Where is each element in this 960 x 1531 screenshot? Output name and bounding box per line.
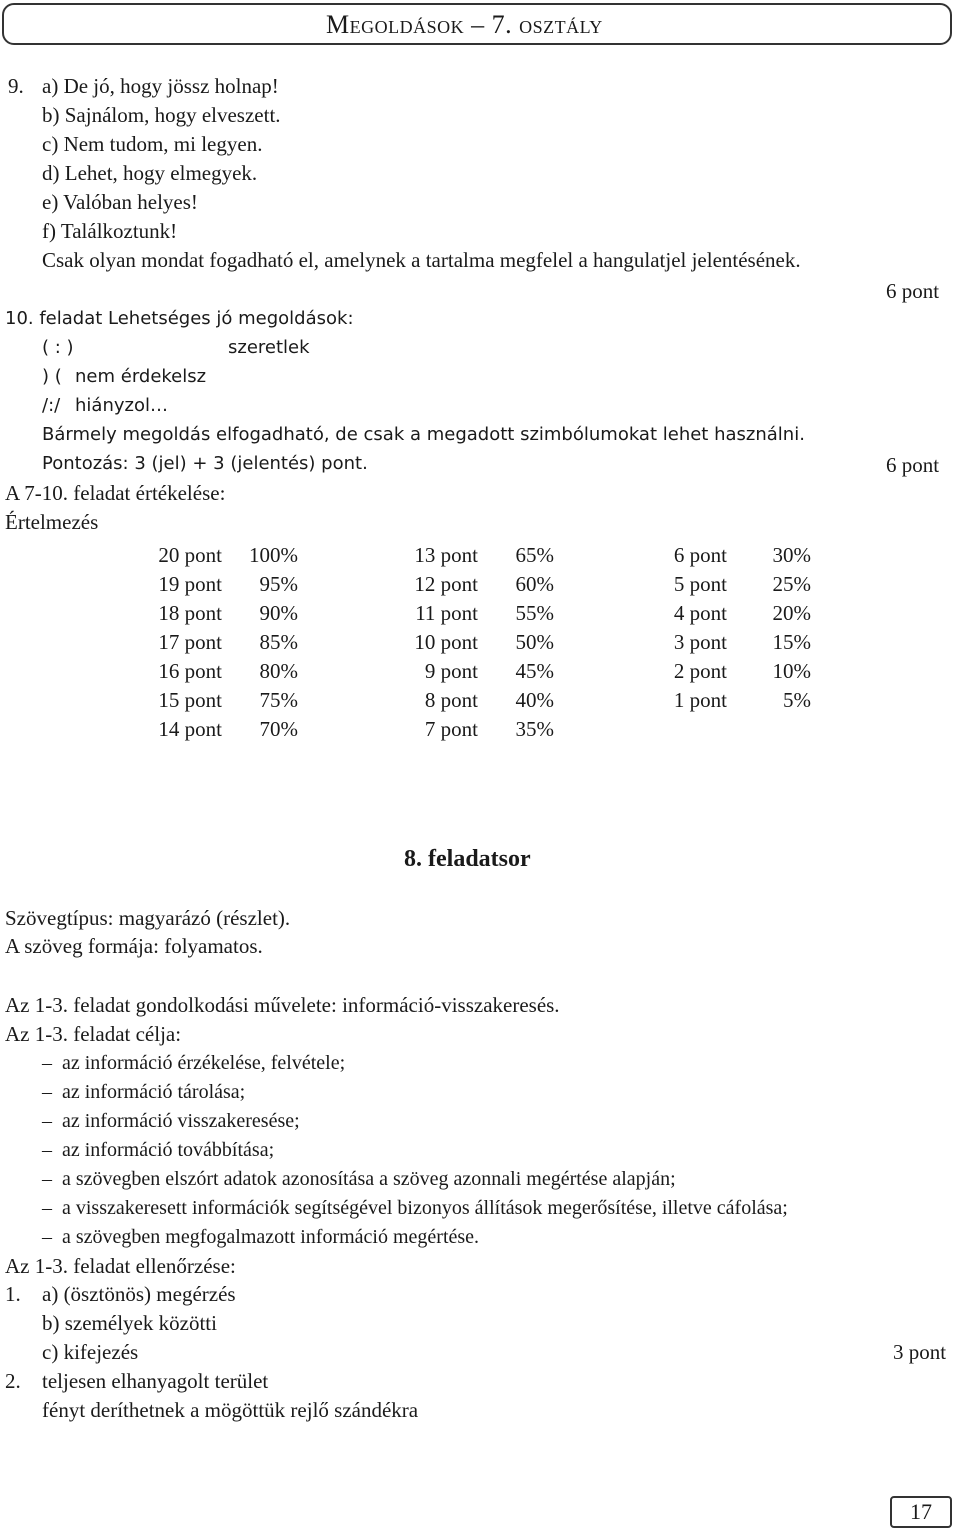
- task10-symbol-3: /:/: [42, 395, 61, 416]
- dash-bullet-icon: –: [42, 1226, 52, 1248]
- answer-2-number: 2.: [5, 1369, 21, 1393]
- evaluation-percent-cell: 90%: [259, 601, 298, 625]
- evaluation-points-cell: 3 pont: [673, 630, 727, 654]
- goal-text: az információ érzékelése, felvétele;: [62, 1052, 346, 1074]
- task10-points: 6 pont: [886, 453, 940, 477]
- goal-item: [42, 1082, 245, 1102]
- goal-item: [42, 1111, 300, 1131]
- evaluation-percent-cell: 10%: [772, 659, 811, 683]
- answer-1-points: 3 pont: [893, 1340, 947, 1364]
- evaluation-points-cell: 15 pont: [158, 688, 222, 712]
- task10-title: 10. feladat Lehetséges jó megoldások:: [5, 308, 354, 329]
- evaluation-points-cell: 17 pont: [158, 630, 222, 654]
- goal-item: [42, 1169, 676, 1189]
- answer-2-line-2: fényt deríthetnek a mögöttük rejlő szándékra: [42, 1398, 419, 1422]
- task9-note: Csak olyan mondat fogadható el, amelynek a tartalma megfelel a hangulatjel jelentésének.: [42, 248, 801, 272]
- task9-line-a: a) De jó, hogy jössz holnap!: [42, 74, 279, 98]
- task9-line-c: c) Nem tudom, mi legyen.: [42, 132, 263, 156]
- goal-text: a visszakeresett információk segítségével bizonyos állítások megerősítése, illetve cáfolása;: [62, 1197, 788, 1219]
- evaluation-percent-cell: 50%: [515, 630, 554, 654]
- goal-item: [42, 1227, 479, 1247]
- dash-bullet-icon: –: [42, 1139, 52, 1161]
- evaluation-points-cell: 18 pont: [158, 601, 222, 625]
- answer-1-line-c: c) kifejezés: [42, 1340, 139, 1364]
- evaluation-percent-cell: 65%: [515, 543, 554, 567]
- task10-scoring: Pontozás: 3 (jel) + 3 (jelentés) pont.: [42, 453, 368, 474]
- task9-line-b: b) Sajnálom, hogy elveszett.: [42, 103, 281, 127]
- answer-1-line-a: a) (ösztönös) megérzés: [42, 1282, 236, 1306]
- task9-points: 6 pont: [886, 279, 940, 303]
- goal-title: Az 1-3. feladat célja:: [5, 1022, 182, 1046]
- dash-bullet-icon: –: [42, 1081, 52, 1103]
- evaluation-title: A 7-10. feladat értékelése:: [5, 481, 226, 505]
- goal-item: [42, 1053, 345, 1073]
- evaluation-points-cell: 20 pont: [158, 543, 222, 567]
- evaluation-percent-cell: 5%: [783, 688, 811, 712]
- evaluation-points-cell: 6 pont: [673, 543, 727, 567]
- task10-symbol-2: ) (: [42, 366, 62, 387]
- evaluation-subtitle: Értelmezés: [5, 510, 99, 534]
- evaluation-points-cell: 9 pont: [424, 659, 478, 683]
- dash-bullet-icon: –: [42, 1052, 52, 1074]
- evaluation-percent-cell: 95%: [259, 572, 298, 596]
- section-heading: 8. feladatsor: [404, 846, 531, 872]
- goal-text: a szövegben elszórt adatok azonosítása a szöveg azonnali megértése alapján;: [62, 1168, 676, 1190]
- answer-1-number: 1.: [5, 1282, 21, 1306]
- evaluation-points-cell: 5 pont: [673, 572, 727, 596]
- evaluation-percent-cell: 20%: [772, 601, 811, 625]
- evaluation-percent-cell: 70%: [259, 717, 298, 741]
- task10-meaning-1: szeretlek: [228, 337, 310, 358]
- evaluation-percent-cell: 15%: [772, 630, 811, 654]
- evaluation-percent-cell: 85%: [259, 630, 298, 654]
- text-form: A szöveg formája: folyamatos.: [5, 934, 263, 958]
- evaluation-percent-cell: 45%: [515, 659, 554, 683]
- evaluation-percent-cell: 100%: [249, 543, 298, 567]
- evaluation-points-cell: 4 pont: [673, 601, 727, 625]
- task10-meaning-2: nem érdekelsz: [75, 366, 207, 387]
- evaluation-points-cell: 8 pont: [424, 688, 478, 712]
- task9-line-e: e) Valóban helyes!: [42, 190, 198, 214]
- evaluation-points-cell: 19 pont: [158, 572, 222, 596]
- task9-line-d: d) Lehet, hogy elmegyek.: [42, 161, 258, 185]
- evaluation-percent-cell: 75%: [259, 688, 298, 712]
- dash-bullet-icon: –: [42, 1197, 52, 1219]
- evaluation-percent-cell: 80%: [259, 659, 298, 683]
- evaluation-percent-cell: 55%: [515, 601, 554, 625]
- check-title: Az 1-3. feladat ellenőrzése:: [5, 1254, 236, 1278]
- dash-bullet-icon: –: [42, 1168, 52, 1190]
- task10-meaning-3: hiányzol…: [75, 395, 168, 416]
- task10-note: Bármely megoldás elfogadható, de csak a megadott szimbólumokat lehet használni.: [42, 424, 805, 445]
- answer-2-line-1: teljesen elhanyagolt terület: [42, 1369, 269, 1393]
- evaluation-points-cell: 11 pont: [415, 601, 478, 625]
- task9-line-f: f) Találkoztunk!: [42, 219, 178, 243]
- evaluation-points-cell: 10 pont: [414, 630, 478, 654]
- goal-text: a szövegben megfogalmazott információ megértése.: [62, 1226, 480, 1248]
- goal-item: [42, 1198, 788, 1218]
- thinking-operation: Az 1-3. feladat gondolkodási művelete: információ-visszakeresés.: [5, 993, 560, 1017]
- answer-1-line-b: b) személyek közötti: [42, 1311, 217, 1335]
- goal-text: az információ visszakeresése;: [62, 1110, 300, 1132]
- evaluation-percent-cell: 40%: [515, 688, 554, 712]
- page-number: 17: [890, 1496, 952, 1528]
- page-header-title: Megoldások – 7. osztály: [326, 10, 603, 39]
- text-type: Szövegtípus: magyarázó (részlet).: [5, 906, 291, 930]
- task9-number: 9.: [8, 74, 24, 98]
- evaluation-percent-cell: 60%: [515, 572, 554, 596]
- task10-symbol-1: ( : ): [42, 337, 74, 358]
- goal-text: az információ tárolása;: [62, 1081, 246, 1103]
- evaluation-points-cell: 14 pont: [158, 717, 222, 741]
- evaluation-percent-cell: 35%: [515, 717, 554, 741]
- dash-bullet-icon: –: [42, 1110, 52, 1132]
- evaluation-points-cell: 13 pont: [414, 543, 478, 567]
- goal-text: az információ továbbítása;: [62, 1139, 275, 1161]
- evaluation-percent-cell: 25%: [772, 572, 811, 596]
- evaluation-percent-cell: 30%: [772, 543, 811, 567]
- evaluation-points-cell: 1 pont: [673, 688, 727, 712]
- evaluation-points-cell: 12 pont: [414, 572, 478, 596]
- evaluation-points-cell: 16 pont: [158, 659, 222, 683]
- evaluation-points-cell: 7 pont: [424, 717, 478, 741]
- goal-item: [42, 1140, 274, 1160]
- evaluation-points-cell: 2 pont: [673, 659, 727, 683]
